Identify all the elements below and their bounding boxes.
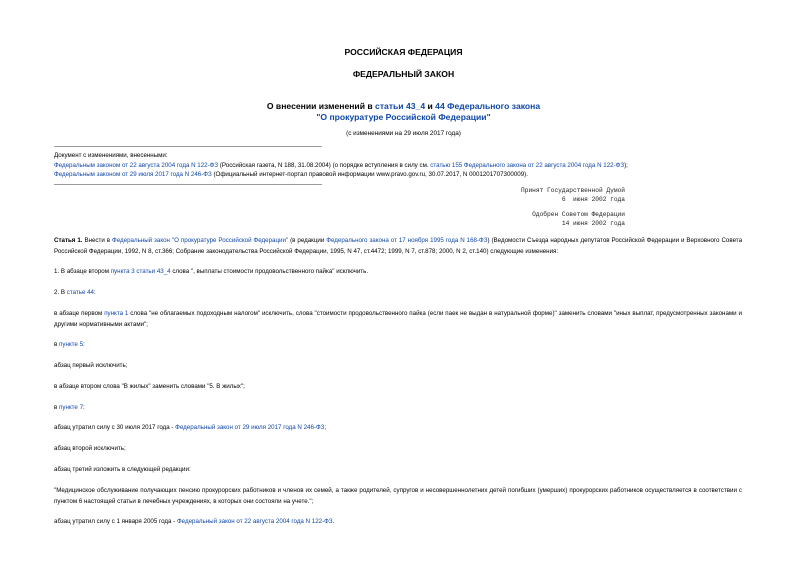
note-link-article-155[interactable]: статью 155 Федерального закона от 22 августа 2004 года N 122-ФЗ [430,161,625,169]
title-prefix: О внесении изменений в [266,101,376,111]
note-line-1 [54,161,754,171]
note-line-1-text: (Российская газета, N 188, 31.08.2004) (о порядке вступления в силу см. [218,161,431,169]
point-7-text-a: в [54,404,60,411]
point-7-para-3: абзац третий изложить в следующей редакции: [54,466,191,473]
point-7-para-2: абзац второй исключить; [54,445,126,452]
item-2-text-a: 2. В [54,289,67,296]
council-approval: Одобрен Советом Федерации 14 июня 2002 года [532,211,625,227]
point-7-text-b: : [83,404,85,411]
note-line-2 [54,170,754,180]
link-point-7[interactable]: пункте 7 [59,404,84,411]
link-point-1[interactable]: пункта 1 [104,310,129,317]
point-5-text-a: в [54,341,60,348]
link-point-3-article-43-4[interactable]: пункта 3 статьи 43_4 [110,268,171,275]
link-point-5[interactable]: пункте 5 [59,341,84,348]
p12-text-b: . [332,518,335,525]
article-1 [54,236,742,257]
para-1-text-b: слова "не облагаемых подоходным налогом" исключить, слова "стоимости продовольственного пайка (если паек не выдан в натуральной форме)" заменить словами "иных выплат, предусмотренных законами и другими нормативными актами"; [54,310,742,328]
note-link-122fz[interactable]: Федеральным законом от 22 августа 2004 года N 122-ФЗ [54,161,219,169]
link-246fz[interactable]: Федеральный закон от 29 июля 2017 года N 246-ФЗ [175,424,325,431]
point-5-para-2: в абзаце втором слова "В жилых" заменить словами "5. В жилых"; [54,383,245,390]
title-link-law-name[interactable]: "О прокуратуре Российской Федерации" [316,112,491,122]
link-law-prosecutor[interactable]: Федеральный закон "О прокуратуре Российской Федерации" [112,237,289,244]
para-1-text-a: в абзаце первом [54,310,105,317]
note-intro: Документ с изменениями, внесенными: [54,152,168,159]
item-1-text-a: 1. В абзаце втором [54,268,111,275]
point-5-text-b: : [83,341,85,348]
article-text-1: Внести в [82,237,113,244]
revision-note: (с изменениями на 29 июля 2017 года) [346,130,461,137]
point-5-para-1: абзац первый исключить; [54,362,128,369]
link-article-44[interactable]: статье 44 [66,289,94,296]
note-line-2-text: (Официальный интернет-портал правовой информации www.pravo.gov.ru, 30.07.2017, N 0001201707300009). [211,171,528,179]
article-text-3: ) (Ведомости Съезда народных депутатов Российской Федерации и Верховного Совета Российской Федерации, 1992, N 8, ст.366; Собрание законодательства Российской Федерации, 1995, N 47, ст.4472; 1999, N 7, ст.878; 2000, N 2, ст.140) следующие изменения: [54,237,743,255]
item-1-text-b: слова ", выплаты стоимости продовольственного пайка" исключить. [170,268,369,275]
p8-text-a: абзац утратил силу с 30 июля 2017 года - [54,424,176,431]
note-top-divider [54,146,322,147]
point-5-heading [54,340,742,351]
point-7-para-4 [54,517,742,528]
title-mid: и [425,101,436,111]
point-7-para-1 [54,423,742,434]
title-link-article-43-4[interactable]: статьи 43_4 [375,101,426,111]
note-bottom-divider [54,184,322,185]
item-1 [54,267,742,278]
note-link-246fz[interactable]: Федеральным законом от 29 июля 2017 года N 246-ФЗ [54,171,212,179]
law-title [0,101,807,123]
link-122fz[interactable]: Федеральный закон от 22 августа 2004 года N 122-ФЗ [176,518,333,525]
item-2 [54,288,742,299]
article-label: Статья 1. [54,237,83,244]
country-heading: РОССИЙСКАЯ ФЕДЕРАЦИЯ [344,47,463,57]
point-7-new-text: "Медицинское обслуживание получающих пенсию прокурорских работников и членов их семей, а также родителей, супругов и несовершеннолетних детей погибших (умерших) прокурорских работников осуществляется в соответствии с пунктом 6 настоящей статьи в лечебных учреждениях, в которых они состояли на учете."; [54,487,742,505]
item-2-text-b: : [94,289,96,296]
p8-text-b: ; [324,424,327,431]
p12-text-a: абзац утратил силу с 1 января 2005 года - [54,518,177,525]
doc-type-heading: ФЕДЕРАЛЬНЫЙ ЗАКОН [352,69,455,79]
article-text-2: (в редакции [288,237,327,244]
duma-adoption: Принят Государственной Думой 6 июня 2002 года [521,187,625,203]
note-line-1-end: ); [624,161,628,169]
amendments-note [54,151,754,180]
link-law-168fz[interactable]: Федерального закона от 17 ноября 1995 года N 168-ФЗ [326,237,488,244]
item-2-para-1 [54,309,742,330]
title-link-article-44[interactable]: 44 Федерального закона [435,101,541,111]
point-7-heading [54,403,742,414]
